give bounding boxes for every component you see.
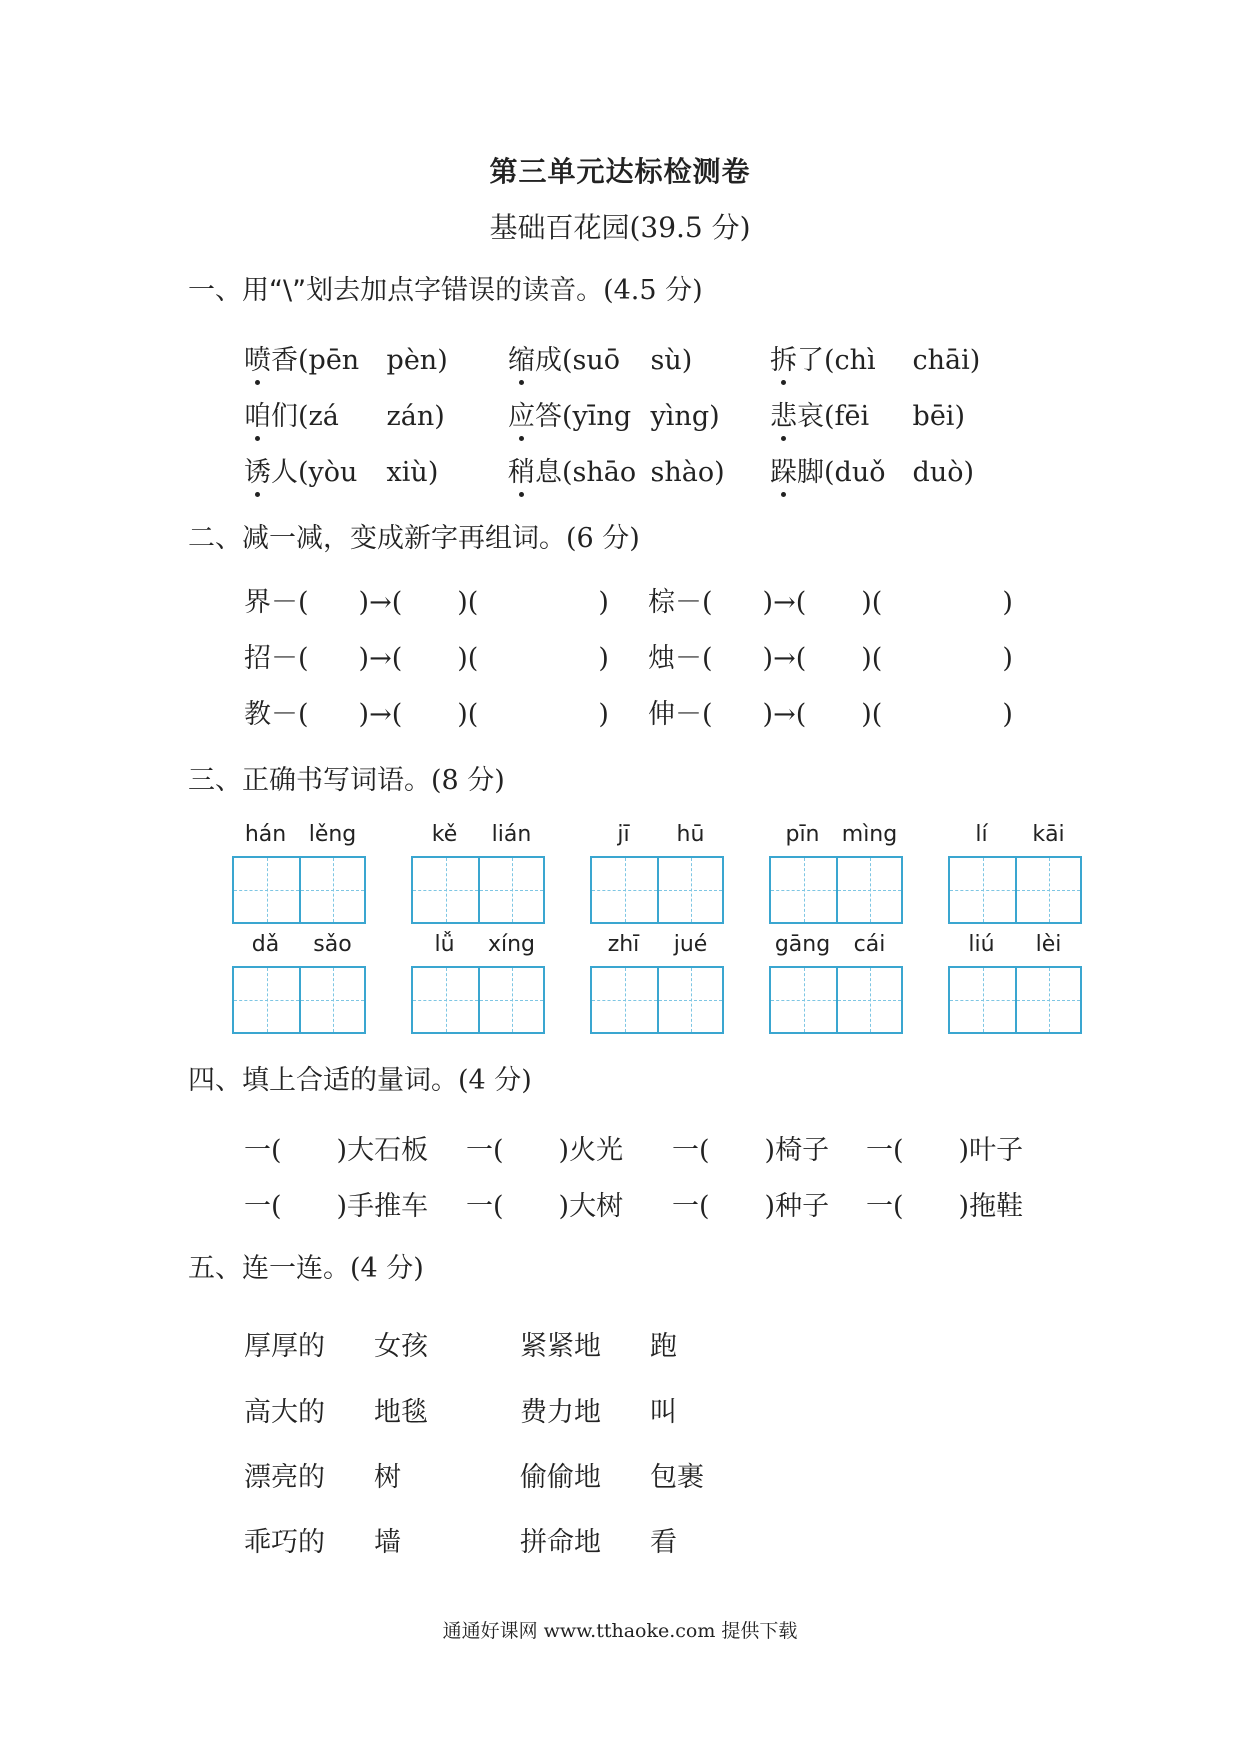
pronunciation-item <box>508 394 720 433</box>
blank-close: ) <box>358 587 370 618</box>
arrow: → <box>773 587 796 618</box>
pinyin-option-1: yīng <box>572 401 632 432</box>
match-col1-item: 高大的 <box>244 1397 325 1428</box>
word-rest: 答 <box>535 401 562 432</box>
pinyin-syllable: lěng <box>308 822 357 847</box>
pinyin-option-1: pēn <box>308 345 360 376</box>
writing-box <box>413 968 478 1032</box>
close-paren: ) <box>427 457 439 488</box>
pronunciation-item <box>508 450 725 489</box>
blank-close: ) <box>598 699 609 730</box>
writing-box <box>771 968 836 1032</box>
dotted-char: 跺 <box>770 450 797 489</box>
pinyin-row <box>411 822 545 856</box>
pinyin-option-2: shào <box>650 457 715 488</box>
writing-box <box>592 858 657 922</box>
tian-zi-grid <box>948 966 1082 1034</box>
blank-open: ( <box>298 699 309 730</box>
pronunciation-item <box>244 338 448 377</box>
writing-box <box>299 858 364 922</box>
writing-box <box>299 968 364 1032</box>
pinyin-syllable: mìng <box>841 822 898 847</box>
match-col4-item: 跑 <box>650 1331 677 1362</box>
dotted-char: 拆 <box>770 338 797 377</box>
pinyin-option-1: zá <box>308 401 339 432</box>
blank-close: ) <box>764 1135 776 1166</box>
pinyin-syllable: xíng <box>487 932 536 957</box>
pinyin-option-2: duò <box>912 457 964 488</box>
writing-box <box>1015 968 1080 1032</box>
pinyin-option-2: pèn <box>386 345 438 376</box>
open-paren: ( <box>298 345 309 376</box>
pronunciation-item <box>770 450 974 489</box>
blank-open: ( <box>391 587 403 618</box>
tian-zi-grid <box>769 966 903 1034</box>
pronunciation-item <box>244 394 445 433</box>
noun: 椅子 <box>775 1135 830 1166</box>
match-col3-item: 费力地 <box>520 1397 601 1428</box>
pinyin-syllable: lǚ <box>434 932 455 957</box>
pinyin-syllable: hū <box>676 822 705 847</box>
minus-sign: － <box>675 699 702 730</box>
subtract-item <box>244 636 609 675</box>
match-col3-item: 拼命地 <box>520 1527 601 1558</box>
blank-open: ( <box>795 643 807 674</box>
section-3-label: 三、正确书写词语。 <box>188 765 431 796</box>
page-title: 第三单元达标检测卷 <box>489 155 751 188</box>
noun: 大树 <box>569 1191 624 1222</box>
blank-close: ) <box>336 1135 348 1166</box>
pinyin-syllable: gāng <box>774 932 831 957</box>
blank-close: ) <box>358 699 370 730</box>
pinyin-row <box>948 822 1082 856</box>
subtract-item <box>244 580 609 619</box>
minus-sign: － <box>675 643 702 674</box>
pinyin-syllable: kāi <box>1032 822 1065 847</box>
measure-word-item <box>672 1184 829 1223</box>
blank-close: ) <box>762 699 774 730</box>
blank-close: ) <box>764 1191 776 1222</box>
blank-prefix: 一( <box>866 1191 904 1222</box>
writing-box <box>657 858 722 922</box>
section-5-points: (4 分) <box>350 1253 424 1284</box>
pinyin-row <box>232 822 366 856</box>
writing-box <box>836 968 901 1032</box>
match-col3-item: 紧紧地 <box>520 1331 601 1362</box>
pinyin-syllable: kě <box>431 822 458 847</box>
open-paren: ( <box>824 401 835 432</box>
blank-open: ( <box>298 587 309 618</box>
pinyin-syllable: cái <box>853 932 886 957</box>
pinyin-syllable: lián <box>491 822 532 847</box>
section-3-heading <box>188 758 505 797</box>
pinyin-syllable: hán <box>244 822 287 847</box>
dotted-char: 应 <box>508 394 535 433</box>
word-rest: 息 <box>535 457 562 488</box>
writing-box <box>234 968 299 1032</box>
pinyin-option-2: yìng <box>650 401 710 432</box>
subtract-item <box>648 636 1013 675</box>
section-2-heading <box>188 516 640 555</box>
source-char: 界 <box>244 587 271 618</box>
source-char: 伸 <box>648 699 675 730</box>
writing-box <box>950 968 1015 1032</box>
blank-prefix: 一( <box>672 1191 710 1222</box>
open-paren: ( <box>562 401 573 432</box>
pinyin-option-2: chāi <box>912 345 970 376</box>
section-4-points: (4 分) <box>458 1065 532 1096</box>
writing-block <box>948 932 1082 1034</box>
subtract-item <box>648 692 1013 731</box>
blank-close: )( <box>861 699 883 730</box>
match-col4-item: 包裹 <box>650 1462 704 1493</box>
match-col1-item: 厚厚的 <box>244 1331 325 1362</box>
tian-zi-grid <box>769 856 903 924</box>
writing-box <box>413 858 478 922</box>
tian-zi-grid <box>411 856 545 924</box>
match-col2-item: 女孩 <box>374 1331 428 1362</box>
blank-open: ( <box>298 643 309 674</box>
match-col2-item: 地毯 <box>374 1397 428 1428</box>
dotted-char: 悲 <box>770 394 797 433</box>
blank-open: ( <box>391 699 403 730</box>
open-paren: ( <box>298 457 309 488</box>
writing-block <box>232 932 366 1034</box>
subtract-item <box>648 580 1013 619</box>
close-paren: ) <box>681 345 693 376</box>
blank-close: ) <box>762 587 774 618</box>
close-paren: ) <box>434 401 445 432</box>
source-char: 棕 <box>648 587 675 618</box>
writing-block <box>232 822 366 924</box>
writing-box <box>836 858 901 922</box>
writing-box <box>478 968 543 1032</box>
arrow: → <box>369 587 392 618</box>
blank-prefix: 一( <box>672 1135 710 1166</box>
open-paren: ( <box>562 345 573 376</box>
noun: 火光 <box>569 1135 624 1166</box>
source-char: 烛 <box>648 643 675 674</box>
writing-box <box>234 858 299 922</box>
measure-word-item <box>466 1184 623 1223</box>
match-col2-item: 树 <box>374 1462 401 1493</box>
pinyin-option-1: shāo <box>572 457 637 488</box>
match-col3-item: 偷偷地 <box>520 1462 601 1493</box>
pinyin-row <box>769 822 903 856</box>
pinyin-option-1: chì <box>834 345 876 376</box>
pronunciation-item <box>508 338 692 377</box>
blank-close: )( <box>861 643 883 674</box>
tian-zi-grid <box>411 966 545 1034</box>
blank-close: )( <box>861 587 883 618</box>
blank-close: ) <box>958 1135 970 1166</box>
writing-box <box>1015 858 1080 922</box>
match-col2-item: 墙 <box>374 1527 401 1558</box>
pronunciation-item <box>770 338 980 377</box>
pinyin-syllable: pīn <box>785 822 820 847</box>
section-1-points: (4.5 分) <box>603 275 703 306</box>
writing-box <box>771 858 836 922</box>
section-5-heading <box>188 1246 424 1285</box>
blank-open: ( <box>391 643 403 674</box>
close-paren: ) <box>714 457 725 488</box>
writing-box <box>592 968 657 1032</box>
close-paren: ) <box>969 345 981 376</box>
pinyin-option-1: yòu <box>308 457 358 488</box>
section-5-label: 五、连一连。 <box>188 1253 350 1284</box>
blank-close: )( <box>457 643 479 674</box>
blank-prefix: 一( <box>866 1135 904 1166</box>
measure-word-item <box>866 1184 1023 1223</box>
writing-block <box>590 822 724 924</box>
section-4-label: 四、填上合适的量词。 <box>188 1065 458 1096</box>
pinyin-row <box>411 932 545 966</box>
measure-word-item <box>244 1128 428 1167</box>
close-paren: ) <box>709 401 720 432</box>
pinyin-option-1: fēi <box>834 401 870 432</box>
source-char: 教 <box>244 699 271 730</box>
tian-zi-grid <box>232 856 366 924</box>
pinyin-option-1: duǒ <box>834 457 886 488</box>
blank-open: ( <box>795 699 807 730</box>
tian-zi-grid <box>948 856 1082 924</box>
dotted-char: 诱 <box>244 450 271 489</box>
section-1-heading <box>188 268 703 307</box>
minus-sign: － <box>271 699 298 730</box>
minus-sign: － <box>271 643 298 674</box>
writing-box <box>657 968 722 1032</box>
dotted-char: 稍 <box>508 450 535 489</box>
pinyin-syllable: lí <box>975 822 988 847</box>
writing-block <box>769 822 903 924</box>
pinyin-syllable: dǎ <box>251 932 280 957</box>
subtract-item <box>244 692 609 731</box>
arrow: → <box>369 699 392 730</box>
writing-block <box>411 822 545 924</box>
pinyin-row <box>769 932 903 966</box>
section-2-points: (6 分) <box>566 523 640 554</box>
close-paren: ) <box>963 457 975 488</box>
measure-word-item <box>866 1128 1023 1167</box>
minus-sign: － <box>271 587 298 618</box>
blank-close: ) <box>762 643 774 674</box>
writing-block <box>769 932 903 1034</box>
blank-close: ) <box>598 643 609 674</box>
section-2-label: 二、减一减，变成新字再组词。 <box>188 523 566 554</box>
noun: 种子 <box>775 1191 830 1222</box>
noun: 大石板 <box>347 1135 429 1166</box>
word-rest: 香 <box>271 345 298 376</box>
pronunciation-item <box>244 450 438 489</box>
blank-open: ( <box>702 587 713 618</box>
noun: 拖鞋 <box>969 1191 1024 1222</box>
blank-close: ) <box>558 1191 570 1222</box>
pronunciation-item <box>770 394 965 433</box>
pinyin-syllable: jī <box>617 822 630 847</box>
blank-close: ) <box>1002 587 1013 618</box>
pinyin-syllable: liú <box>968 932 995 957</box>
pinyin-syllable: lèi <box>1035 932 1062 957</box>
section-1-label: 一、用“\”划去加点字错误的读音。 <box>188 275 604 306</box>
match-col4-item: 看 <box>650 1527 677 1558</box>
word-rest: 脚 <box>797 457 824 488</box>
blank-close: ) <box>336 1191 348 1222</box>
noun: 手推车 <box>347 1191 429 1222</box>
noun: 叶子 <box>969 1135 1024 1166</box>
blank-open: ( <box>702 699 713 730</box>
match-col4-item: 叫 <box>650 1397 677 1428</box>
writing-block <box>411 932 545 1034</box>
blank-close: ) <box>598 587 609 618</box>
tian-zi-grid <box>590 856 724 924</box>
pinyin-row <box>948 932 1082 966</box>
blank-prefix: 一( <box>466 1135 504 1166</box>
arrow: → <box>773 699 796 730</box>
blank-close: ) <box>1002 643 1013 674</box>
minus-sign: － <box>675 587 702 618</box>
section-4-heading <box>188 1058 532 1097</box>
tian-zi-grid <box>232 966 366 1034</box>
section-3-points: (8 分) <box>431 765 505 796</box>
open-paren: ( <box>298 401 309 432</box>
blank-close: )( <box>457 699 479 730</box>
writing-block <box>948 822 1082 924</box>
dotted-char: 喷 <box>244 338 271 377</box>
arrow: → <box>773 643 796 674</box>
source-char: 招 <box>244 643 271 674</box>
close-paren: ) <box>437 345 448 376</box>
pinyin-syllable: sǎo <box>313 932 352 957</box>
blank-open: ( <box>702 643 713 674</box>
pinyin-option-2: xiù <box>386 457 428 488</box>
tian-zi-grid <box>590 966 724 1034</box>
pinyin-row <box>590 822 724 856</box>
close-paren: ) <box>954 401 965 432</box>
pinyin-syllable: zhī <box>607 932 640 957</box>
pinyin-option-2: bēi <box>912 401 955 432</box>
blank-prefix: 一( <box>244 1135 282 1166</box>
measure-word-item <box>244 1184 428 1223</box>
open-paren: ( <box>824 345 835 376</box>
blank-close: ) <box>558 1135 570 1166</box>
word-rest: 们 <box>271 401 298 432</box>
pinyin-row <box>232 932 366 966</box>
blank-close: ) <box>958 1191 970 1222</box>
measure-word-item <box>672 1128 829 1167</box>
blank-prefix: 一( <box>244 1191 282 1222</box>
open-paren: ( <box>562 457 573 488</box>
dotted-char: 缩 <box>508 338 535 377</box>
pinyin-option-2: zán <box>386 401 435 432</box>
blank-open: ( <box>795 587 807 618</box>
blank-prefix: 一( <box>466 1191 504 1222</box>
blank-close: )( <box>457 587 479 618</box>
match-col1-item: 漂亮的 <box>244 1462 325 1493</box>
open-paren: ( <box>824 457 835 488</box>
pinyin-row <box>590 932 724 966</box>
page-subtitle: 基础百花园(39.5 分) <box>489 211 751 244</box>
blank-close: ) <box>1002 699 1013 730</box>
pinyin-option-2: sù <box>650 345 682 376</box>
pinyin-syllable: jué <box>673 932 708 957</box>
writing-box <box>478 858 543 922</box>
measure-word-item <box>466 1128 623 1167</box>
pinyin-option-1: suō <box>572 345 621 376</box>
arrow: → <box>369 643 392 674</box>
word-rest: 哀 <box>797 401 824 432</box>
page-footer: 通通好课网 www.tthaoke.com 提供下载 <box>442 1620 798 1642</box>
match-col1-item: 乖巧的 <box>244 1527 325 1558</box>
writing-block <box>590 932 724 1034</box>
writing-box <box>950 858 1015 922</box>
dotted-char: 咱 <box>244 394 271 433</box>
blank-close: ) <box>358 643 370 674</box>
word-rest: 了 <box>797 345 824 376</box>
word-rest: 人 <box>271 457 298 488</box>
word-rest: 成 <box>535 345 562 376</box>
